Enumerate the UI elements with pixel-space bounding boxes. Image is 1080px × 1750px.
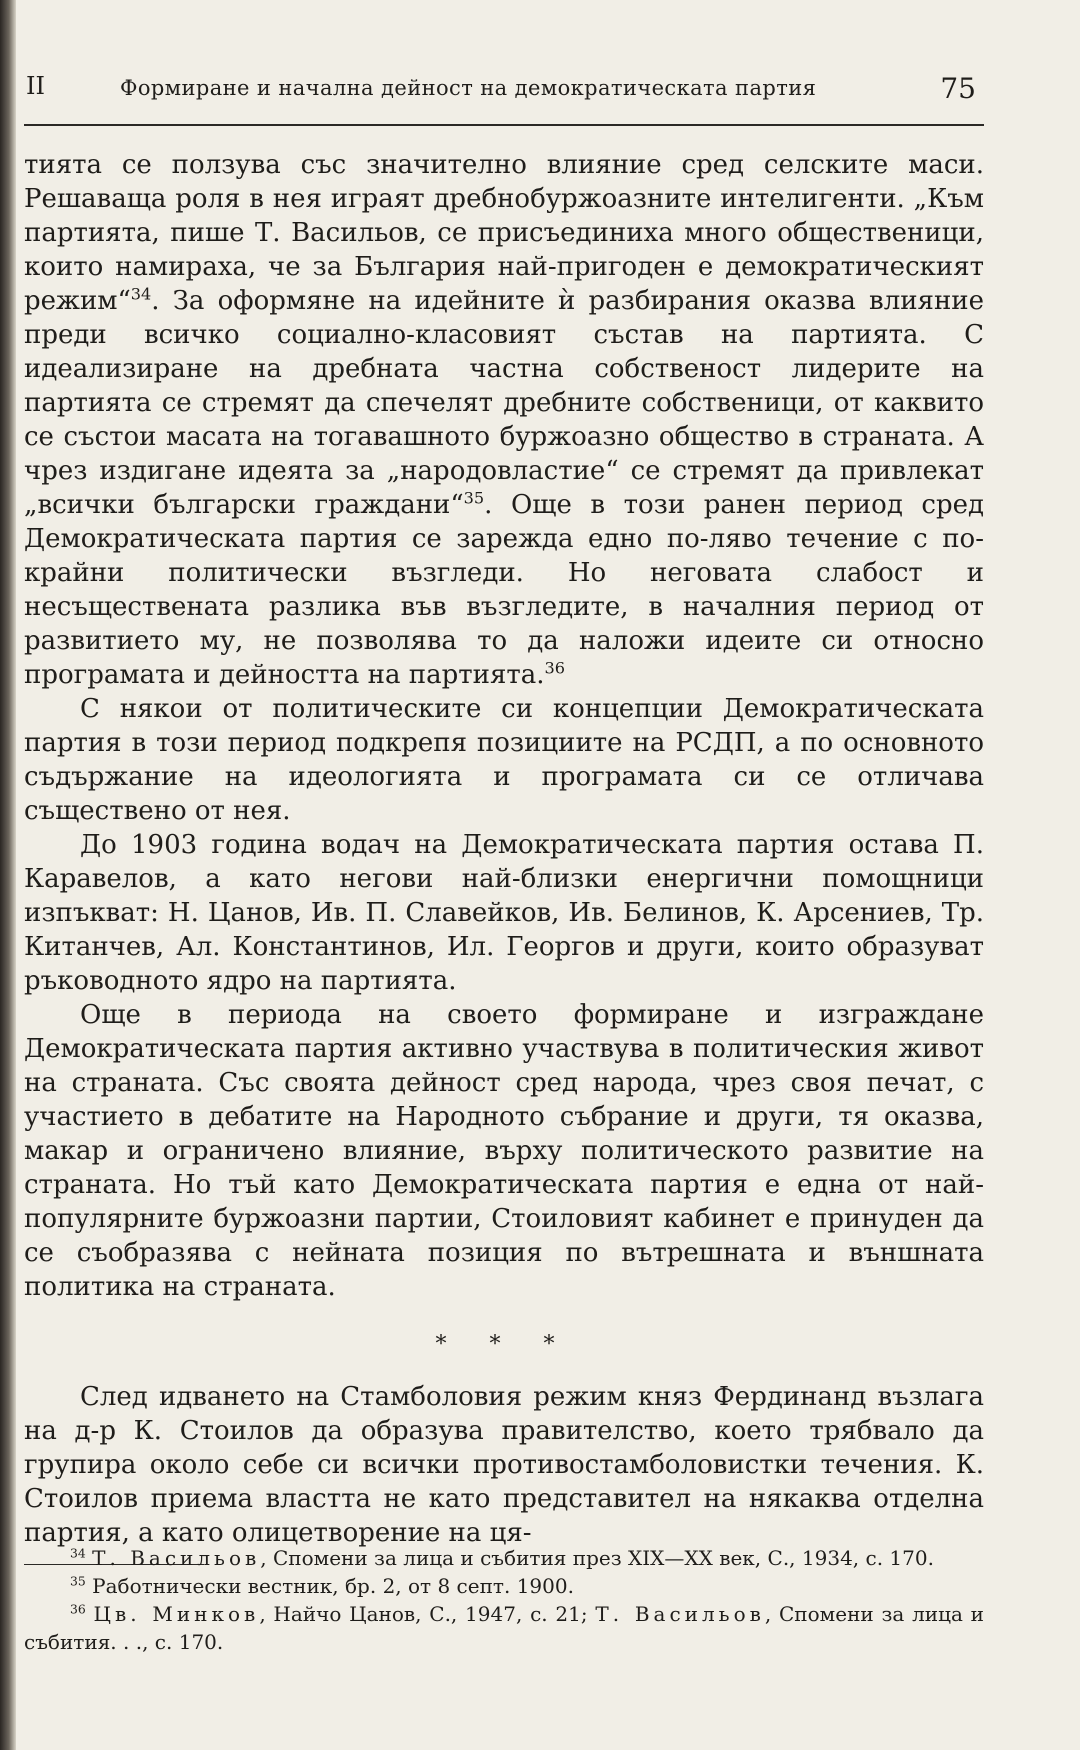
paragraph-5: След идването на Стамболовия режим княз Фердинанд възлага на д-р К. Стоилов да образува правителство, което трябвало да групира около себе си всички противостамболовистки течения. К. Стоилов приема властта не като представител на някаква отделна партия, а като олицетворение на ця- (24, 1382, 984, 1548)
page-number: 75 (940, 72, 976, 105)
running-header (24, 60, 984, 126)
footnote-number: 35 (70, 1573, 86, 1589)
footnote-text: , Найчо Цанов, С., 1947, с. 21; (259, 1602, 596, 1626)
chapter-number: II (26, 72, 45, 100)
main-text (24, 148, 984, 1550)
paragraph-1 (24, 148, 984, 692)
book-page (24, 60, 984, 1654)
footnote-35 (24, 1572, 984, 1600)
paragraph-1-text-b: . За оформяне на идейните ѝ разбирания оказва влияние преди всичко социално-класовият състав на партията. С идеализиране на дребната частна собственост лидерите на партията се стремят да спечелят дребните собственици, от каквито се състои масата на тогавашното буржоазно общество в страната. А чрез издигане идеята за „народовластие“ се стремят да привлекат „всички български граждани“ (24, 286, 984, 520)
footnote-author: Цв. Минков (93, 1602, 260, 1626)
footnote-ref-35: 35 (463, 488, 485, 508)
footnote-author-2: Т. Васильов (595, 1602, 765, 1626)
footnotes (24, 1544, 984, 1656)
footnote-36 (24, 1600, 984, 1656)
footnote-ref-34: 34 (130, 284, 152, 304)
running-title: Формиране и начална дейност на демократическата партия (120, 76, 817, 100)
paragraph-4: Още в периода на своето формиране и изграждане Демократическата партия активно участвува в политическия живот на страната. Със своята дейност сред народа, чрез своя печат, с участието в дебатите на Народното събрание и други, тя оказва, макар и ограничено влияние, върху политическото развитие на страната. Но тъй като Демократическата партия е една от най-популярните буржоазни партии, Стоиловият кабинет е принуден да се съобразява с нейната позиция по вътрешната и външната политика на страната. (24, 1000, 984, 1302)
paragraph-1-text-a: тията се ползува със значително влияние сред селските маси. Решаваща роля в нея играят дребнобуржоазните интелигенти. „Към партията, пише Т. Васильов, се присъединиха много общественици, които намираха, че за България най-пригоден е демократическият режим“ (24, 150, 984, 316)
paragraph-1-text-c: . Още в този ранен период сред Демократическата партия се зарежда едно по-ляво течение с по-крайни политически възгледи. Но неговата слабост и несъществената разлика във възгледите, в началния период от развитието му, не позволява то да наложи идеите си относно програмата и дейността на партията. (24, 490, 984, 690)
paragraph-2: С някои от политическите си концепции Демократическата партия в този период подкрепя позициите на РСДП, а по основното съдържание на идеологията и програмата си се отличава съществено от нея. (24, 694, 984, 826)
paragraph-3: До 1903 година водач на Демократическата партия остава П. Каравелов, а като негови най-близки енергични помощници изпъкват: Н. Цанов, Ив. П. Славейков, Ив. Белинов, К. Арсениев, Тр. Китанчев, Ал. Константинов, Ил. Георгов и други, които образуват ръководното ядро на партията. (24, 830, 984, 996)
book-binding-edge (0, 0, 16, 1750)
footnote-number: 34 (70, 1545, 86, 1561)
footnote-author: Т. Васильов (92, 1546, 261, 1570)
footnote-34 (24, 1544, 984, 1572)
section-separator: * * * (435, 1332, 573, 1357)
footnote-text: Работнически вестник, бр. 2, от 8 септ. 1900. (92, 1574, 574, 1598)
footnote-text: , Спомени за лица и събития през XIX—XX век, С., 1934, с. 170. (260, 1546, 934, 1570)
footnote-ref-36: 36 (544, 658, 565, 678)
footnote-text-2: , Спомени за лица и събития. . ., с. 170. (24, 1602, 984, 1654)
footnote-number: 36 (70, 1601, 86, 1617)
